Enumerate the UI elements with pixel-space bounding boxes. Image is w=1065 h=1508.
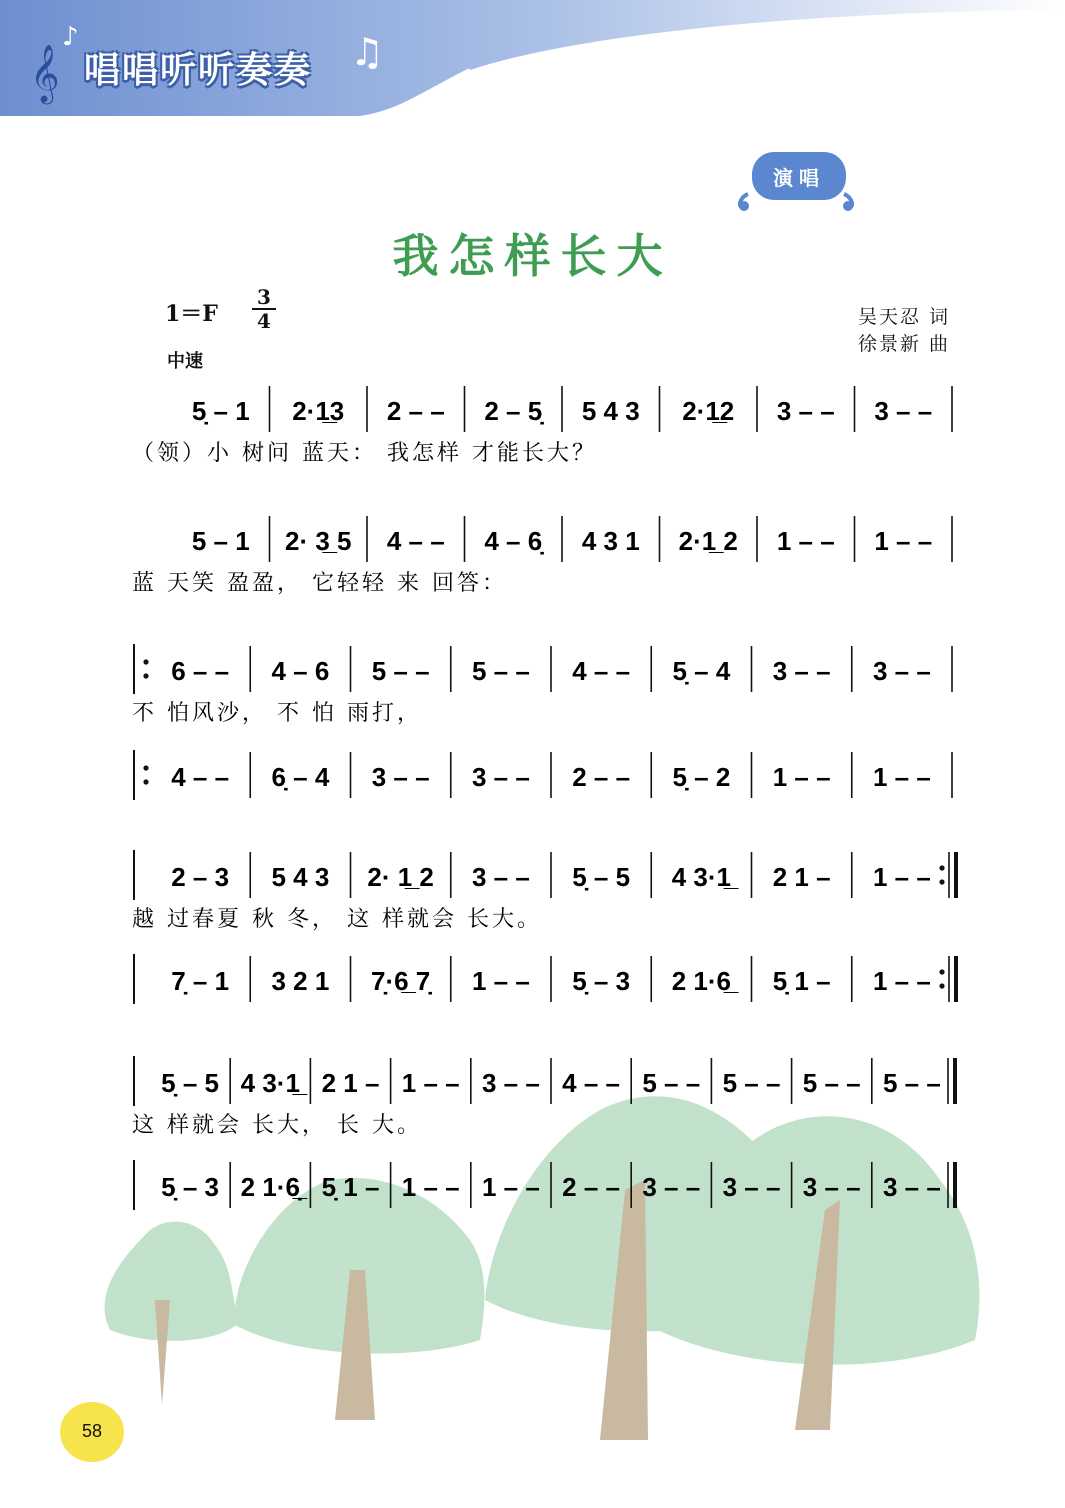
measure-notes: 1 – –: [481, 1172, 540, 1202]
measure-notes: 6 – –: [171, 656, 230, 686]
measure-notes: 2 1 –: [772, 862, 831, 892]
measure-notes: 1 – –: [772, 762, 831, 792]
measure-notes: 2 – –: [562, 1172, 621, 1202]
score-row: [134, 750, 952, 800]
song-title: 我怎样长大: [392, 229, 673, 283]
measure-notes: 3 – –: [471, 862, 530, 892]
measure-notes: 2·1̲2: [682, 396, 735, 426]
repeat-dot: [939, 879, 944, 884]
score-row: [132, 850, 956, 932]
measure-notes: 5̣ – 3: [161, 1172, 220, 1202]
score-row: [134, 954, 956, 1004]
measure-notes: 2 – –: [572, 762, 631, 792]
beamed-notes-icon: ♫: [350, 30, 385, 74]
measure-notes: 2 1·6̣̲: [240, 1172, 300, 1202]
measure-notes: 1 – –: [872, 762, 931, 792]
measure-notes: 5 – –: [802, 1068, 861, 1098]
measure-notes: 5̣ – 5: [572, 862, 631, 892]
score-row: [134, 1160, 955, 1210]
measure-notes: 3 – –: [776, 396, 835, 426]
measure-notes: 7̣·6̲ 7̣: [370, 966, 431, 996]
score-row: [132, 644, 952, 726]
measure-notes: 4 – 6: [271, 656, 330, 686]
measure-notes: 5 4 3: [271, 862, 330, 892]
measure-notes: 1 – –: [874, 526, 933, 556]
lyricist-credit: 吴天忍 词: [858, 306, 951, 328]
repeat-dot: [939, 969, 944, 974]
measure-notes: 5̣ – 1: [191, 396, 250, 426]
score-row: [132, 1056, 955, 1138]
lyrics-line: 蓝 天笑 盈盈， 它轻轻 来 回答：: [132, 571, 507, 596]
measure-notes: 3 – –: [481, 1068, 540, 1098]
measure-notes: 5 4 3: [581, 396, 640, 426]
section-title: 唱唱听听奏奏: [84, 50, 313, 91]
measure-notes: 1 – –: [872, 862, 931, 892]
measure-notes: 3 – –: [772, 656, 831, 686]
measure-notes: 3 – –: [642, 1172, 701, 1202]
repeat-dot: [143, 659, 148, 664]
measure-notes: 5 – –: [471, 656, 530, 686]
measure-notes: 3 – –: [882, 1172, 941, 1202]
eighth-note-icon: ♪: [62, 22, 79, 52]
measure-notes: 3 – –: [872, 656, 931, 686]
measure-notes: 5̣ – 3: [572, 966, 631, 996]
measure-notes: 3 – –: [371, 762, 430, 792]
measure-notes: 3 – –: [874, 396, 933, 426]
measure-notes: 5 – –: [882, 1068, 941, 1098]
repeat-dot: [143, 765, 148, 770]
measure-notes: 1 – –: [401, 1172, 460, 1202]
measure-notes: 1 – –: [471, 966, 530, 996]
page-number: 58: [81, 1421, 103, 1441]
measure-notes: 2·1̲3: [292, 396, 345, 426]
measure-notes: 2 – 3: [171, 862, 230, 892]
lyrics-line: 不 怕风沙， 不 怕 雨打，: [132, 701, 422, 726]
measure-notes: 3 – –: [722, 1172, 781, 1202]
measure-notes: 4 3 1: [581, 526, 640, 556]
measure-notes: 4 3·1̲: [240, 1068, 300, 1098]
measure-notes: 4 – –: [386, 526, 445, 556]
measure-notes: 4 – –: [171, 762, 230, 792]
measure-notes: 2 1·6̲: [671, 966, 732, 996]
measure-notes: 5 – –: [642, 1068, 701, 1098]
measure-notes: 5̣ – 2: [672, 762, 731, 792]
time-signature-top: 3: [257, 285, 271, 309]
page-number-badge: [60, 1402, 124, 1462]
measure-notes: 5̣ – 5: [161, 1068, 220, 1098]
measure-notes: 2 – –: [386, 396, 445, 426]
time-signature-bottom: 4: [252, 308, 276, 332]
repeat-dot: [939, 865, 944, 870]
measure-notes: 5̣ 1 –: [321, 1172, 380, 1202]
score-row: [132, 516, 952, 596]
measure-notes: 2·1̲ 2: [678, 526, 738, 556]
measure-notes: 5̣ 1 –: [772, 966, 831, 996]
singing-badge: 演唱: [752, 152, 846, 200]
measure-notes: 3 2 1: [271, 966, 330, 996]
measure-notes: 5 – –: [371, 656, 430, 686]
lyrics-line: 这 样就会 长大， 长 大。: [132, 1113, 422, 1138]
measure-notes: 4 – –: [562, 1068, 621, 1098]
repeat-dot: [143, 673, 148, 678]
measure-notes: 5 – 1: [191, 526, 250, 556]
composer-credit: 徐景新 曲: [858, 333, 951, 355]
measure-notes: 6̣ – 4: [271, 762, 330, 792]
measure-notes: 4 3·1̲: [671, 862, 732, 892]
measure-notes: 3 – –: [802, 1172, 861, 1202]
repeat-dot: [143, 779, 148, 784]
measure-notes: 5̣ – 4: [672, 656, 731, 686]
measure-notes: 7̣ – 1: [171, 966, 230, 996]
key-signature: 1＝F: [165, 301, 218, 327]
measure-notes: 2· 1̲ 2: [367, 862, 434, 892]
lyrics-line: （领）小 树问 蓝天： 我怎样 才能长大？: [132, 441, 597, 466]
measure-notes: 4 – –: [572, 656, 631, 686]
measure-notes: 1 – –: [872, 966, 931, 996]
measure-notes: 2· 3̲ 5: [285, 526, 352, 556]
measure-notes: 1 – –: [401, 1068, 460, 1098]
lyrics-line: 越 过春夏 秋 冬， 这 样就会 长大。: [132, 907, 542, 932]
tempo-marking: 中速: [167, 351, 203, 372]
repeat-dot: [939, 983, 944, 988]
score-row: [132, 386, 952, 466]
measure-notes: 4 – 6̣: [484, 526, 543, 556]
measure-notes: 2 – 5̣: [484, 396, 543, 426]
measure-notes: 3 – –: [471, 762, 530, 792]
measure-notes: 1 – –: [776, 526, 835, 556]
measure-notes: 2 1 –: [321, 1068, 380, 1098]
treble-clef-icon: 𝄞: [30, 44, 60, 102]
measure-notes: 5 – –: [722, 1068, 781, 1098]
